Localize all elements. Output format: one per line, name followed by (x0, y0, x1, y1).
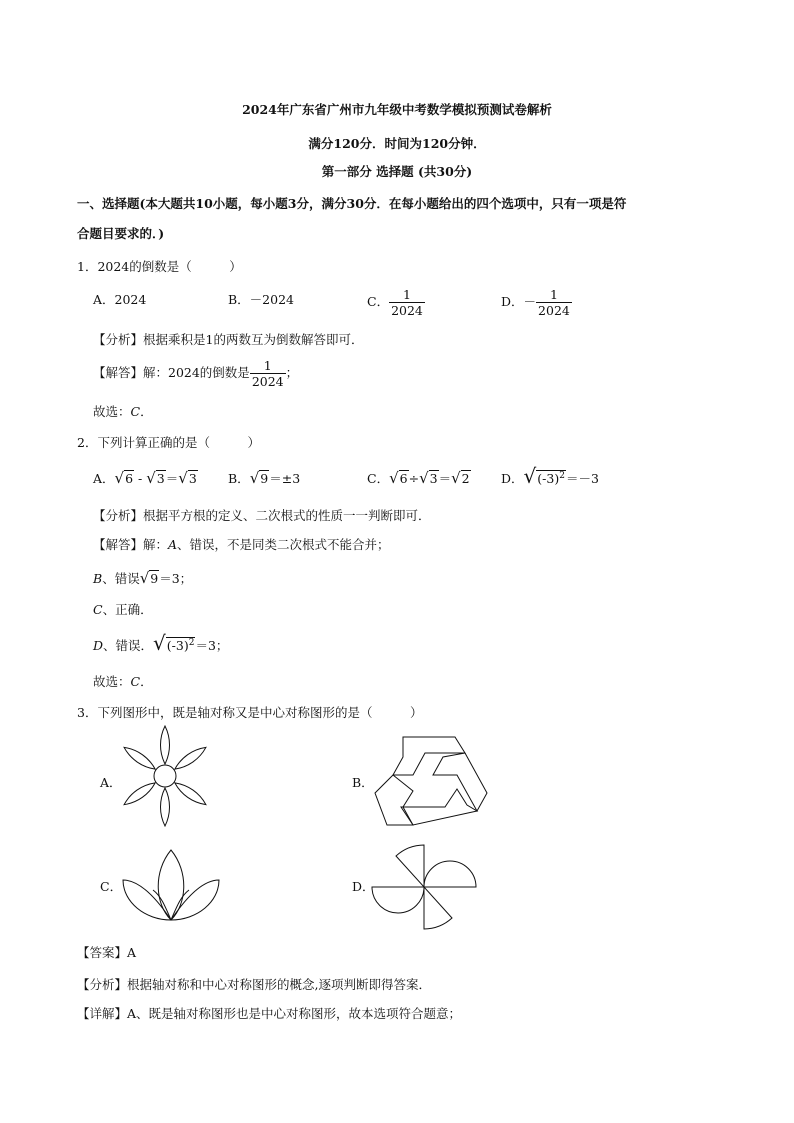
choice-suffix: ． (140, 404, 153, 419)
fraction-denominator: 2024 (538, 303, 570, 318)
radicand: 9 (260, 471, 269, 486)
page-title: 2024年广东省广州市九年级中考数学模拟预测试卷解析 (242, 102, 552, 117)
q3-option-b-label: B． (352, 775, 374, 790)
equals-sign: ＝ (165, 471, 179, 486)
option-label: A． (93, 471, 115, 486)
q1-option-b: B．－2024 (228, 292, 294, 307)
q1-option-d-label: D． (501, 294, 524, 309)
radical-sign: √ (419, 469, 429, 487)
section-instructions-line2: 合题目要求的．) (77, 226, 165, 241)
radicand: 3 (429, 471, 438, 486)
q3-detail: 【详解】A、既是轴对称图形也是中心对称图形，故本选项符合题意； (77, 1006, 462, 1021)
exponent: 2 (559, 471, 565, 481)
solution-text: 、错误． (103, 638, 154, 654)
fraction-numerator: 1 (403, 287, 411, 302)
radical-sign: √ (139, 569, 150, 587)
option-b-result: ±3 (281, 471, 301, 486)
option-label: D． (501, 471, 524, 487)
radicand: 6 (399, 471, 408, 486)
radical-sign: √ (114, 469, 125, 487)
q2-solution-b (93, 569, 192, 588)
solution-text: 、错误，不是同类二次根式不能合并； (177, 537, 390, 552)
q2-option-c (367, 469, 471, 488)
q1-choice (93, 403, 153, 421)
q1-analysis: 【分析】根据乘积是1的两数互为倒数解答即可． (93, 332, 364, 347)
q3-option-a-label: A． (100, 775, 122, 790)
q1-option-d (501, 287, 572, 318)
radicand: 3 (156, 471, 165, 486)
page-subtitle: 满分120分．时间为120分钟． (308, 136, 486, 151)
radicand (166, 637, 196, 653)
option-d-result: －3 (578, 471, 599, 487)
radicand: 6 (125, 471, 134, 486)
q1-option-c (367, 287, 425, 318)
choice-suffix: ． (140, 674, 153, 689)
equals-sign: ＝ (565, 471, 579, 487)
pinwheel-figure (371, 842, 477, 932)
equals-sign: ＝ (438, 471, 452, 486)
divide-sign: ÷ (408, 471, 420, 486)
q3-analysis: 【分析】根据轴对称和中心对称图形的概念,逐项判断即得答案． (77, 977, 431, 992)
q3-stem: 3．下列图形中，既是轴对称又是中心对称图形的是（ ） (77, 705, 423, 720)
q1-stem: 1．2024的倒数是（ ） (77, 259, 242, 274)
radicand (536, 470, 566, 486)
solution-text: 、正确． (102, 602, 153, 617)
q3-answer: 【答案】A (77, 945, 137, 960)
q2-stem: 2．下列计算正确的是（ ） (77, 435, 260, 450)
fraction-denominator: 2024 (391, 303, 423, 318)
solution-letter: A (168, 537, 178, 552)
radical-sign: √ (249, 469, 260, 487)
equals-sign: ＝ (269, 471, 282, 486)
q2-analysis: 【分析】根据平方根的定义、二次根式的性质一一判断即可． (93, 508, 431, 523)
radical-sign: √ (178, 469, 188, 487)
q2-option-b (228, 469, 300, 488)
solution-result: ＝3； (195, 638, 229, 654)
choice-prefix: 故选： (93, 674, 131, 689)
solution-prefix: 【解答】解： (93, 537, 169, 552)
q2-solution-c (93, 601, 153, 619)
option-label: B． (228, 471, 250, 486)
radicand-base: (-3) (537, 471, 560, 487)
flower-figure (118, 725, 212, 827)
choice-prefix: 故选： (93, 404, 131, 419)
q2-option-a (93, 469, 198, 488)
rotated-hexagon-figure (373, 735, 489, 827)
lotus-figure (121, 846, 221, 924)
solution-result: ＝3； (159, 571, 193, 586)
q2-solution-d (93, 631, 229, 656)
solution-letter: D (93, 638, 104, 654)
q1-option-d-sign: － (523, 294, 537, 309)
radicand-base: (-3) (166, 638, 189, 654)
q2-choice (93, 673, 153, 691)
q1-option-a: A．2024 (93, 292, 147, 307)
q3-option-c-label: C． (100, 879, 123, 894)
q2-option-d (501, 464, 599, 489)
radicand: 9 (150, 571, 159, 586)
radical-sign: √ (389, 469, 399, 487)
radical-sign: √ (451, 469, 461, 487)
section-instructions-line1: 一、选择题(本大题共10小题，每小题3分，满分30分．在每小题给出的四个选项中，只有一项是符 (77, 196, 627, 211)
choice-letter: C (130, 674, 141, 689)
minus-sign: - (134, 471, 147, 486)
fraction-numerator: 1 (263, 358, 272, 373)
solution-text: 、错误 (102, 571, 140, 586)
q1-solution (93, 358, 298, 389)
q1-option-d-fraction (536, 287, 572, 318)
q1-solution-prefix: 【解答】解：2024的倒数是 (93, 365, 250, 380)
fraction-numerator: 1 (549, 287, 558, 302)
part-heading: 第一部分 选择题 (共30分) (321, 164, 473, 179)
radicand: 2 (461, 471, 470, 486)
q2-solution-a (93, 536, 390, 554)
q1-option-c-label: C． (367, 294, 390, 309)
radical-sign: √ (153, 631, 166, 656)
q1-solution-suffix: ； (285, 365, 299, 380)
solution-letter: C (93, 602, 103, 617)
option-label: C． (367, 471, 390, 486)
choice-letter: C (130, 404, 141, 419)
fraction-denominator: 2024 (251, 374, 284, 389)
exponent: 2 (188, 638, 195, 648)
radicand: 3 (188, 471, 197, 486)
q1-option-c-fraction (389, 287, 425, 318)
radical-sign: √ (523, 464, 537, 489)
q1-solution-fraction (250, 358, 286, 389)
q3-option-d-label: D． (352, 879, 375, 894)
solution-letter: B (93, 571, 103, 586)
radical-sign: √ (146, 469, 156, 487)
